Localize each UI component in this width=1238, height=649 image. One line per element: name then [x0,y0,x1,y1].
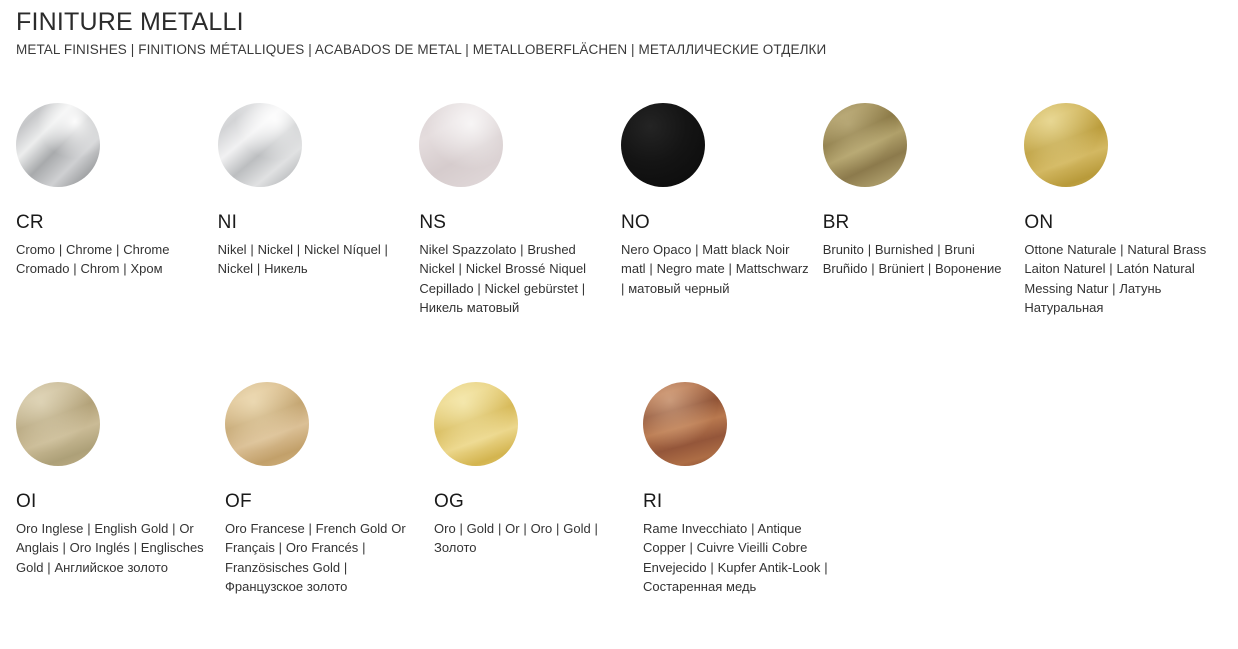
finish-description: Rame Invecchiato | Antique Copper | Cuivre Vieilli Cobre Envejecido | Kupfer Antik-Look | Состаренная медь [643,520,828,595]
finish-item [1024,103,1226,318]
finish-code: BR [822,212,850,233]
finish-code: NS [419,212,447,233]
finish-code: CR [16,212,44,233]
finish-item [823,103,1025,318]
finish-item [16,103,218,318]
swatch-gold [434,382,518,466]
finish-item [16,382,225,597]
swatch-burnished [823,103,907,187]
finish-item [434,382,643,597]
finish-description: Oro | Gold | Or | Oro | Gold | Золото [434,520,598,556]
finishes-grid [16,103,1226,597]
finish-description: Oro Francese | French Gold Or Français | Oro Francés | Französisches Gold | Французское золото [225,520,406,595]
swatch-nickel [218,103,302,187]
swatch-english-gold [16,382,100,466]
swatch-natural-brass [1024,103,1108,187]
finish-item [419,103,621,318]
swatch-matt-black [621,103,705,187]
finish-item [621,103,823,318]
page-header [16,8,1116,57]
finish-code: OF [225,490,252,512]
finish-description: Brunito | Burnished | Bruni Bruñido | Brüniert | Воронение [822,241,1002,277]
finish-code: NI [217,212,238,233]
swatch-french-gold [225,382,309,466]
finish-description: Oro Inglese | English Gold | Or Anglais | Oro Inglés | Englisches Gold | Английское золото [16,520,204,575]
swatch-antique-copper [643,382,727,466]
finishes-row-2 [16,382,1226,597]
finishes-row-1 [16,103,1226,318]
finish-code: OG [434,490,464,512]
finish-item [643,382,852,597]
finish-code: OI [16,490,37,512]
swatch-chrome [16,103,100,187]
finish-description: Nikel | Nickel | Nickel Níquel | Nickel | Никель [217,241,388,277]
finish-code: NO [621,212,650,233]
finish-code: ON [1024,212,1054,233]
finish-description: Nikel Spazzolato | Brushed Nickel | Nickel Brossé Niquel Cepillado | Nickel gebürstet | Никель матовый [419,241,587,316]
finish-item [218,103,420,318]
finish-code: RI [643,490,663,512]
finish-description: Cromo | Chrome | Chrome Cromado | Chrom | Хром [16,241,170,277]
finish-description: Ottone Naturale | Natural Brass Laiton Naturel | Latón Natural Messing Natur | Латунь Натуральная [1024,241,1207,316]
page-title: FINITURE METALLI [16,8,244,36]
page-subtitle: METAL FINISHES | FINITIONS MÉTALLIQUES | ACABADOS DE METAL | METALLOBERFLÄCHEN | МЕТАЛЛИЧЕСКИЕ ОТДЕЛКИ [16,41,827,57]
swatch-brushed-nickel [419,103,503,187]
finish-description: Nero Opaco | Matt black Noir matl | Negro mate | Mattschwarz | матовый черный [621,241,809,296]
finish-item [225,382,434,597]
